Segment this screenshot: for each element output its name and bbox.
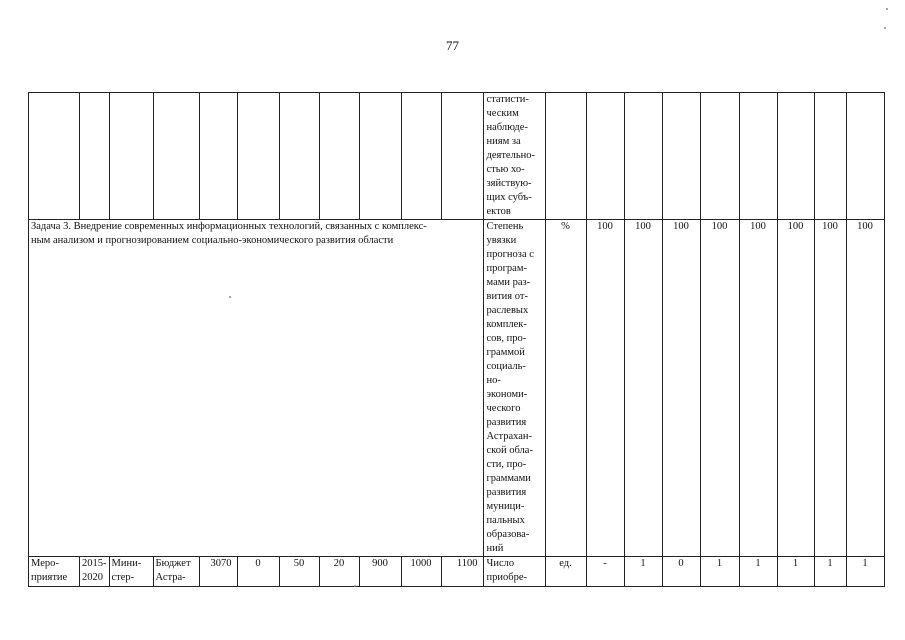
cell	[319, 93, 359, 220]
table-row-measure	[29, 557, 885, 587]
amount-cell: 900	[359, 557, 401, 587]
value-cell: 100	[662, 220, 700, 557]
unit-cell: ед.	[545, 557, 586, 587]
value-cell: 1	[739, 557, 777, 587]
measure-executor: Мини- стер-	[109, 557, 153, 587]
amount-cell: 3070	[199, 557, 237, 587]
amount-cell: 20	[319, 557, 359, 587]
amount-cell: 0	[237, 557, 279, 587]
cell	[359, 93, 401, 220]
cell	[814, 93, 846, 220]
amount-cell: 50	[279, 557, 319, 587]
cell	[846, 93, 884, 220]
cell	[586, 93, 624, 220]
task-title: Задача 3. Внедрение современных информационных технологий, связанных с комплекс- ным анализом и прогнозированием социально-экономического развития области	[29, 220, 484, 557]
cell	[153, 93, 199, 220]
value-cell: 1	[700, 557, 739, 587]
value-cell: 0	[662, 557, 700, 587]
cell	[739, 93, 777, 220]
value-cell: 100	[846, 220, 884, 557]
measure-period: 2015- 2020	[80, 557, 110, 587]
cell	[29, 93, 80, 220]
value-cell: 100	[700, 220, 739, 557]
value-cell: 100	[624, 220, 662, 557]
unit-cell: %	[545, 220, 586, 557]
cell	[401, 93, 441, 220]
value-cell: 100	[777, 220, 814, 557]
cell	[777, 93, 814, 220]
cell	[700, 93, 739, 220]
value-cell: 100	[739, 220, 777, 557]
cell	[662, 93, 700, 220]
program-table	[28, 92, 885, 587]
cell	[624, 93, 662, 220]
indicator-cell: Степень увязки прогноза с програм- мами раз- вития от- раслевых комплек- сов, про- граммой социаль- но- экономи- ческого развития Астрахан- ской обла- сти, про- граммами развития муници- пальных образова- ний	[483, 220, 545, 557]
cell	[109, 93, 153, 220]
cell	[199, 93, 237, 220]
indicator-cell: статисти- ческим наблюде- ниям за деятельно- стью хо- зяйствую- щих субъ- ектов	[483, 93, 545, 220]
value-cell: 100	[586, 220, 624, 557]
amount-cell: 1100	[441, 557, 483, 587]
value-cell: 100	[814, 220, 846, 557]
table-row-task	[29, 220, 885, 557]
amount-cell: 1000	[401, 557, 441, 587]
value-cell: 1	[777, 557, 814, 587]
indicator-cell: Число приобре-	[483, 557, 545, 587]
cell	[80, 93, 110, 220]
cell	[441, 93, 483, 220]
scan-speck	[229, 296, 231, 298]
value-cell: 1	[814, 557, 846, 587]
scan-speck	[884, 27, 886, 29]
scan-speck	[886, 8, 888, 10]
value-cell: 1	[624, 557, 662, 587]
scan-speck	[354, 585, 356, 587]
value-cell: 1	[846, 557, 884, 587]
measure-type: Меро- приятие	[29, 557, 80, 587]
measure-source: Бюджет Астра-	[153, 557, 199, 587]
value-cell: -	[586, 557, 624, 587]
table-row-continuation	[29, 93, 885, 220]
cell	[279, 93, 319, 220]
page-number: 77	[446, 38, 459, 53]
cell	[545, 93, 586, 220]
cell	[237, 93, 279, 220]
